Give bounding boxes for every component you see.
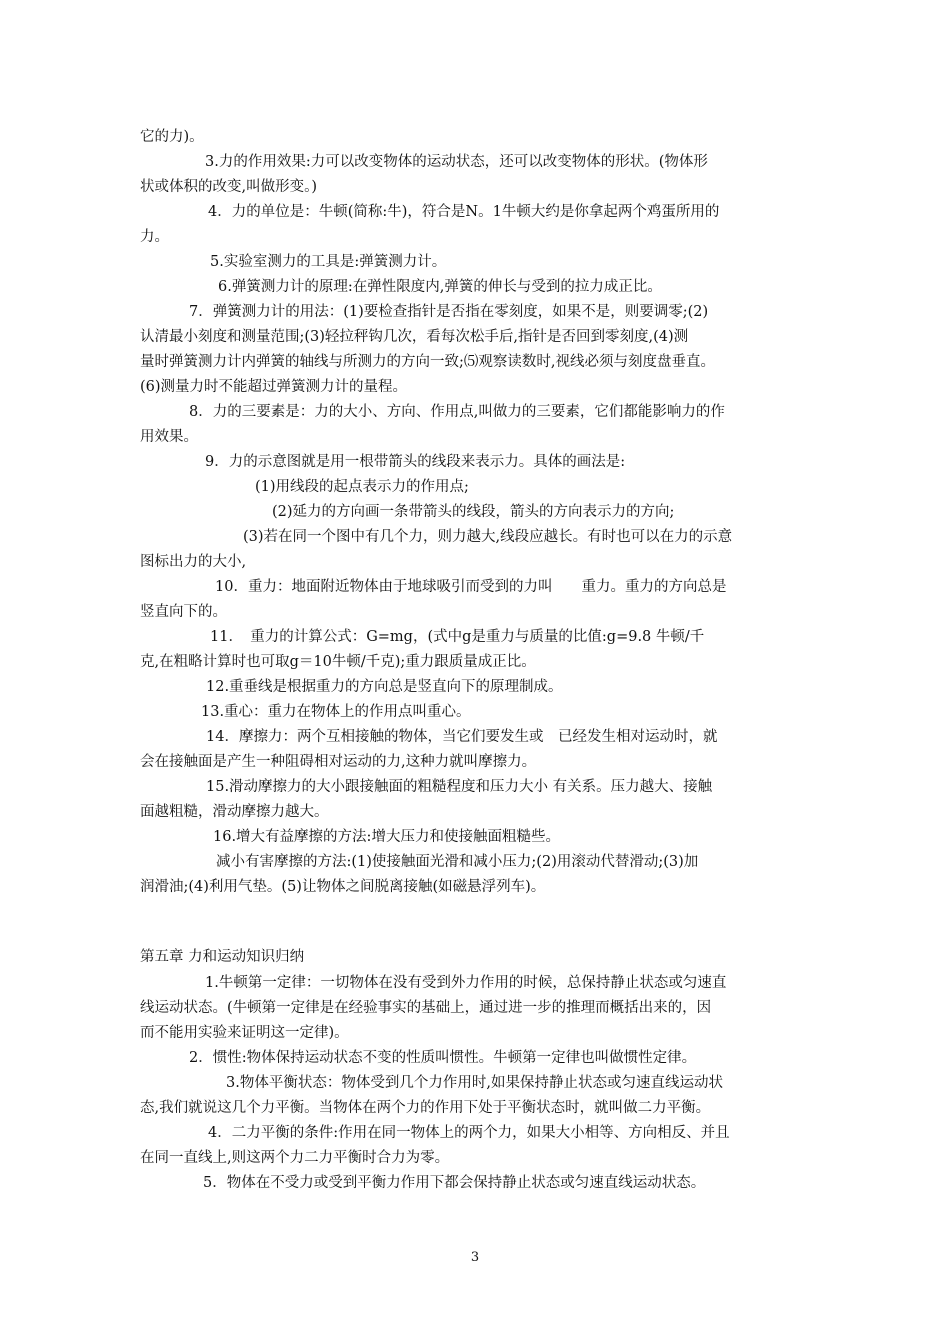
chapter-heading: 第五章 力和运动知识归纳 bbox=[140, 949, 305, 965]
text-line: 15.滑动摩擦力的大小跟接触面的粗糙程度和压力大小 有关系。压力越大、接触 bbox=[206, 779, 713, 795]
text-line: 在同一直线上,则这两个力二力平衡时合力为零。 bbox=[140, 1150, 450, 1166]
text-line: 10．重力：地面附近物体由于地球吸引而受到的力叫 重力。重力的方向总是 bbox=[215, 579, 727, 595]
text-line: (1)用线段的起点表示力的作用点; bbox=[255, 479, 469, 495]
text-line: 而不能用实验来证明这一定律)。 bbox=[140, 1025, 349, 1041]
text-line: 图标出力的大小, bbox=[140, 554, 247, 570]
text-line: 克,在粗略计算时也可取g＝10牛顿/千克);重力跟质量成正比。 bbox=[140, 654, 536, 670]
text-line: (3)若在同一个图中有几个力，则力越大,线段应越长。有时也可以在力的示意 bbox=[243, 529, 733, 545]
text-line: 3.力的作用效果:力可以改变物体的运动状态，还可以改变物体的形状。(物体形 bbox=[205, 154, 708, 170]
text-line: 量时弹簧测力计内弹簧的轴线与所测力的方向一致;⑸观察读数时,视线必须与刻度盘垂直。 bbox=[140, 354, 715, 370]
text-line: 3.物体平衡状态：物体受到几个力作用时,如果保持静止状态或匀速直线运动状 bbox=[226, 1075, 723, 1091]
text-line: 11． 重力的计算公式：G=mg，(式中g是重力与质量的比值:g=9.8 牛顿/千 bbox=[210, 629, 705, 645]
text-line: 认清最小刻度和测量范围;(3)轻拉秤钩几次，看每次松手后,指针是否回到零刻度,(4)测 bbox=[140, 329, 689, 345]
text-line: 16.增大有益摩擦的方法:增大压力和使接触面粗糙些。 bbox=[213, 829, 560, 845]
text-line: 9．力的示意图就是用一根带箭头的线段来表示力。具体的画法是: bbox=[205, 454, 626, 470]
text-line: 线运动状态。(牛顿第一定律是在经验事实的基础上，通过进一步的推理而概括出来的，因 bbox=[140, 1000, 712, 1016]
text-line: 力。 bbox=[140, 229, 169, 245]
text-line: 2．惯性:物体保持运动状态不变的性质叫惯性。牛顿第一定律也叫做惯性定律。 bbox=[189, 1050, 697, 1066]
text-line: 5．物体在不受力或受到平衡力作用下都会保持静止状态或匀速直线运动状态。 bbox=[203, 1175, 706, 1191]
text-line: 减小有害摩擦的方法:(1)使接触面光滑和减小压力;(2)用滚动代替滑动;(3)加 bbox=[216, 854, 699, 870]
text-line: 7．弹簧测力计的用法：(1)要检查指针是否指在零刻度，如果不是，则要调零;(2) bbox=[189, 304, 709, 320]
text-line: 润滑油;(4)利用气垫。(5)让物体之间脱离接触(如磁悬浮列车)。 bbox=[140, 879, 546, 895]
text-line: 5.实验室测力的工具是:弹簧测力计。 bbox=[210, 254, 447, 270]
text-line: 态,我们就说这几个力平衡。当物体在两个力的作用下处于平衡状态时，就叫做二力平衡。 bbox=[140, 1100, 711, 1116]
text-line: 12.重垂线是根据重力的方向总是竖直向下的原理制成。 bbox=[206, 679, 563, 695]
text-line: 14．摩擦力：两个互相接触的物体，当它们要发生或 已经发生相对运动时，就 bbox=[206, 729, 718, 745]
text-line: 8．力的三要素是：力的大小、方向、作用点,叫做力的三要素，它们都能影响力的作 bbox=[189, 404, 725, 420]
page-number: 3 bbox=[470, 1250, 480, 1265]
text-line: (6)测量力时不能超过弹簧测力计的量程。 bbox=[140, 379, 408, 395]
text-line: 面越粗糙，滑动摩擦力越大。 bbox=[140, 804, 329, 820]
text-line: 4．二力平衡的条件:作用在同一物体上的两个力，如果大小相等、方向相反、并且 bbox=[208, 1125, 730, 1141]
text-line: 它的力)。 bbox=[140, 129, 204, 145]
text-line: 用效果。 bbox=[140, 429, 198, 445]
text-line: 1.牛顿第一定律：一切物体在没有受到外力作用的时候，总保持静止状态或匀速直 bbox=[205, 975, 727, 991]
text-line: 竖直向下的。 bbox=[140, 604, 227, 620]
text-line: 13.重心：重力在物体上的作用点叫重心。 bbox=[201, 704, 471, 720]
text-line: 6.弹簧测力计的原理:在弹性限度内,弹簧的伸长与受到的拉力成正比。 bbox=[218, 279, 662, 295]
text-line: 会在接触面是产生一种阻碍相对运动的力,这种力就叫摩擦力。 bbox=[140, 754, 537, 770]
text-line: 状或体积的改变,叫做形变。) bbox=[140, 179, 318, 195]
text-line: 4．力的单位是：牛顿(简称:牛)，符合是N。1牛顿大约是你拿起两个鸡蛋所用的 bbox=[208, 204, 720, 220]
text-line: (2)延力的方向画一条带箭头的线段，箭头的方向表示力的方向; bbox=[272, 504, 675, 520]
